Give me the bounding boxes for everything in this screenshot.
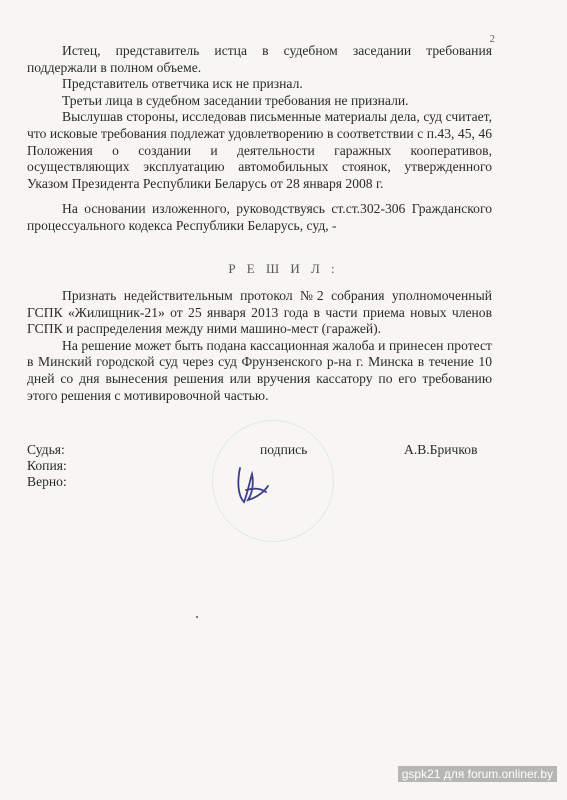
- paragraph: Истец, представитель истца в судебном заседании требования поддержали в полном объеме.: [27, 43, 492, 75]
- paragraph: Представитель ответчика иск не признал.: [62, 76, 303, 92]
- paragraph: Признать недействительным протокол №2 собрания уполномоченный ГСПК «Жилищник-21» от 25 января 2013 года в части приема новых членов ГСПК и распределения между ними машино-мест (гаражей).: [27, 288, 492, 337]
- judge-name: А.В.Бричков: [404, 442, 478, 457]
- verified-label: Верно:: [27, 474, 67, 489]
- paragraph: На решение может быть подана кассационная жалоба и принесен протест в Минский городской суд через суд Фрунзенского р-на г. Минска в течение 10 дней со дня вынесения решения или вручения кассатору по его требованию этого решения с мотивировочной частью.: [27, 337, 492, 403]
- watermark: gspk21 для forum.onliner.by: [398, 766, 557, 782]
- paragraph: Третьи лица в судебном заседании требования не признали.: [62, 92, 409, 108]
- judge-label: Судья:: [27, 442, 65, 457]
- handwritten-signature: [228, 462, 278, 508]
- body-text-bottom: [27, 288, 492, 404]
- paragraph: Выслушав стороны, исследовав письменные материалы дела, суд считает, что исковые требования подлежат удовлетворению в соответствии с п.43, 45, 46 Положения о создании и деятельности гаражных кооперативов, осуществляющих эксплуатацию автомобильных стоянок, утвержденного Указом Президента Республики Беларусь от 28 января 2008 г.: [27, 109, 492, 191]
- paragraph: На основании изложенного, руководствуясь ст.ст.302-306 Гражданского процессуального кодекса Республики Беларусь, суд, -: [27, 201, 492, 233]
- stray-dot: [196, 616, 198, 618]
- page-number: 2: [489, 33, 495, 45]
- sign-label: подпись: [260, 442, 308, 457]
- body-text-top: [27, 43, 492, 235]
- decision-heading: Р Е Ш И Л :: [228, 261, 339, 276]
- copy-label: Копия:: [27, 458, 67, 473]
